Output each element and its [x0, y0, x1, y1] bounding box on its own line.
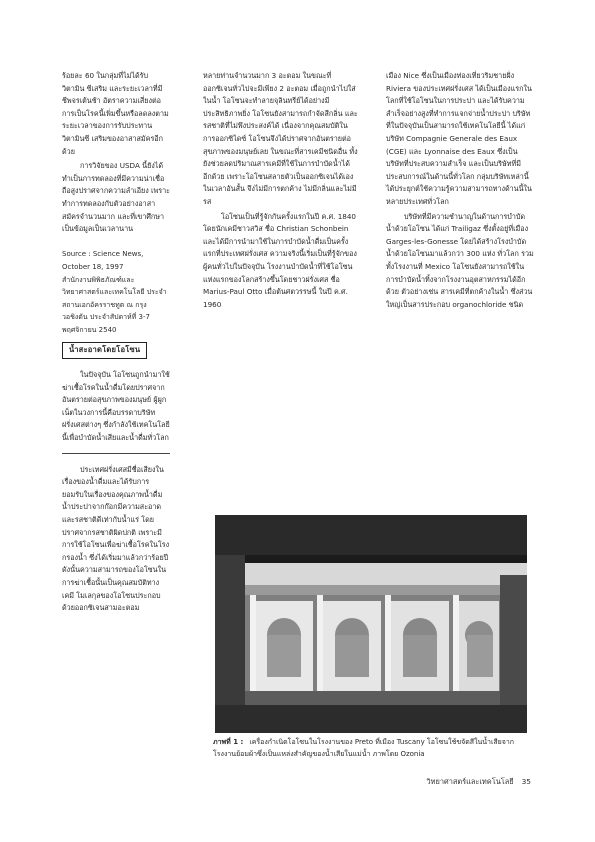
paragraph: โอโซนเป็นที่รู้จักกันครั้งแรกในปี ค.ศ. 1840 โดยนักเคมีชาวสวิส ชื่อ Christian Schonbein และได้มีการนำมาใช้ในการบำบัดน้ำดื่มเป็นครั้งแรกที่ประเทศฝรั่งเศส ความจริงนี้เริ่มเป็นที่รู้จักของผู้คนทั่วไปในปัจจุบัน โรงงานบำบัดน้ำที่ใช้โอโซนแห่งแรกของโลกสร้างขึ้นโดยชาวฝรั่งเศส ชื่อ Marius-Paul Otto เมื่อต้นศตวรรษนี้ ในปี ค.ศ. 1960 — [203, 211, 357, 309]
section-heading: น้ำสะอาดโดยโอโซน — [62, 342, 147, 359]
paragraph: ร้อยละ 60 ในกลุ่มที่ไม่ได้รับวิตามิน ซีเสริม และระยะเวลาที่มีชีพจรเต้นช้า อัตราความเสี่ยงต่อการเป็นโรคนี้เพิ่มขึ้นหรือลดลงตามระยะเวลาของการรับประทานวิตามินซี เสริมของอาสาสมัครอีกด้วย — [62, 71, 169, 156]
paragraph: เมือง Nice ซึ่งเป็นเมืองท่องเที่ยวริมชายฝั่ง Riviera ของประเทศฝรั่งเศส ได้เป็นเมืองแรกในโลกที่ใช้โอโซนในการประปา และได้รับความสำเร็จอย่างสูงที่ทำการแจกจ่ายน้ำประปา บริษัทที่ในปัจจุบันเป็นสามารถใช้เทคโนโลยีนี้ ได้แก่ บริษัท Compagnie Generale des Eaux (CGE) และ Lyonnaise des Eaux ซึ่งเป็นบริษัทที่ประสบความสำเร็จ และเป็นบริษัทที่มีประสบการณ์ในด้านนี้ทั่วโลก กลุ่มบริษัทเหล่านี้ได้ประยุกต์ใช้ความรู้ความสามารถทางด้านนี้ในหลายประเทศทั่วโลก — [386, 71, 532, 206]
figure-label: ภาพที่ 1 : — [213, 738, 244, 746]
ozone-plant-photo — [215, 515, 527, 733]
paragraph: หลายท่านจำนวนมาก 3 อะตอม ในขณะที่ออกซิเจนทั่วไปจะมีเพียง 2 อะตอม เมื่อถูกนำไปใส่ในน้ำ โอโซนจะทำลายจุลินทรีย์ได้อย่างมีประสิทธิภาพยิ่ง โอโซนยังสามารถกำจัดสีกลิ่น และรสชาติที่ไม่พึงประสงค์ได้ เนื่องจากคุณสมบัติในการออกซิไดซ์ โอโซนจึงได้ปราศจากอันตรายต่อสุขภาพของมนุษย์เลย ในขณะที่สารเคมีชนิดอื่น ทั้งยังช่วยลดปริมาณสารเคมีที่ใช้ในการบำบัดน้ำได้อีกด้วย เพราะโอโซนสลายตัวเป็นออกซิเจนได้เองในเวลาอันสั้น จึงไม่มีการตกค้าง ไม่มีกลิ่นและไม่มีรส — [203, 71, 358, 206]
figure-caption — [213, 737, 535, 760]
paragraph: ในปัจจุบัน โอโซนถูกนำมาใช้ฆ่าเชื้อโรคในน้ำดื่มโดยปราศจากอันตรายต่อสุขภาพของมนุษย์ ผู้ผูกเน็ตในวงการนี้คือบรรดาบริษัทฝรั่งเศสต่างๆ ซึ่งกำลังใช้เทคโนโลยีนี้เพื่อบำบัดน้ำเสียและน้ำดื่มทั่วโลก — [62, 370, 170, 443]
column-right — [386, 70, 534, 311]
page-number: 35 — [521, 777, 531, 786]
paragraph: ประเทศฝรั่งเศสมีชื่อเสียงในเรื่องของน้ำดื่มและได้รับการยอมรับในเรื่องของคุณภาพน้ำดื่ม น้ำประปาจากก๊อกมีความสะอาดและรสชาติดีเท่ากับน้ำแร่ โดยปราศจากรสชาติผิดปกติ เพราะมีการใช้โอโซนเพื่อฆ่าเชื้อโรคในโรงกรองน้ำ ซึ่งได้เริ่มมาแล้วกว่าร้อยปี ดังนั้นความสามารถของโอโซนในการฆ่าเชื้อนั้นเป็นคุณสมบัติทางเคมี โมเลกุลของโอโซนประกอบด้วยออกซิเจนสามอะตอม — [62, 464, 170, 613]
photo-illustration — [215, 515, 527, 733]
paragraph: บริษัทที่มีความชำนาญในด้านการบำบัดน้ำด้วยโอโซน ได้แก่ Trailigaz ซึ่งตั้งอยู่ที่เมือง Garges-les-Gonesse โดยได้สร้างโรงบำบัดน้ำด้วยโอโซนมาแล้วกว่า 300 แห่ง ทั่วโลก รวมทั้งโรงงานที่ Mexico โอโซนยังสามารถใช้ในการบำบัดน้ำทิ้งจากโรงงานอุตสาหกรรมได้อีกด้วย ตัวอย่างเช่น สารเคมีที่ตกค้างในน้ำ ซึ่งส่วนใหญ่เป็นสารประกอบ organochloride ชนิด — [386, 211, 534, 309]
page-footer — [427, 776, 531, 788]
column-left — [62, 70, 170, 615]
source-citation: Source : Science News, October 18, 1997 — [62, 250, 144, 271]
credit-line: สำนักงานพิพิธภัณฑ์และวิทยาศาสตร์และเทคโนโลยี ประจำสถานเอกอัครราชทูต ณ กรุงวอชิงตัน ประจำสัปดาห์ที่ 3-7 พฤศจิกายน 2540 — [62, 275, 167, 334]
paragraph: การวิจัยของ USDA นี้ยังได้ทำเป็นการทดลองที่มีความน่าเชื่อถือสูงปราศจากความลำเอียง เพราะทำการทดลองกับตัวอย่างอาสาสมัครจำนวนมาก และที่เขาศึกษาเป็นข้อมูลเป็นเวลานาน — [62, 161, 170, 234]
caption-text: เครื่องกำเนิดโอโซนในโรงงานของ Preto ที่เมือง Tuscany โอโซนใช้ขจัดสีในน้ำเสียจากโรงงานย้อมผ้าซึ่งเป็นแหล่งสำคัญของน้ำเสียในแม่น้ำ ภาพโดย Ozonia — [213, 738, 515, 758]
journal-name: วิทยาศาสตร์และเทคโนโลยี — [426, 777, 514, 786]
column-middle — [203, 70, 358, 311]
divider — [62, 453, 170, 454]
